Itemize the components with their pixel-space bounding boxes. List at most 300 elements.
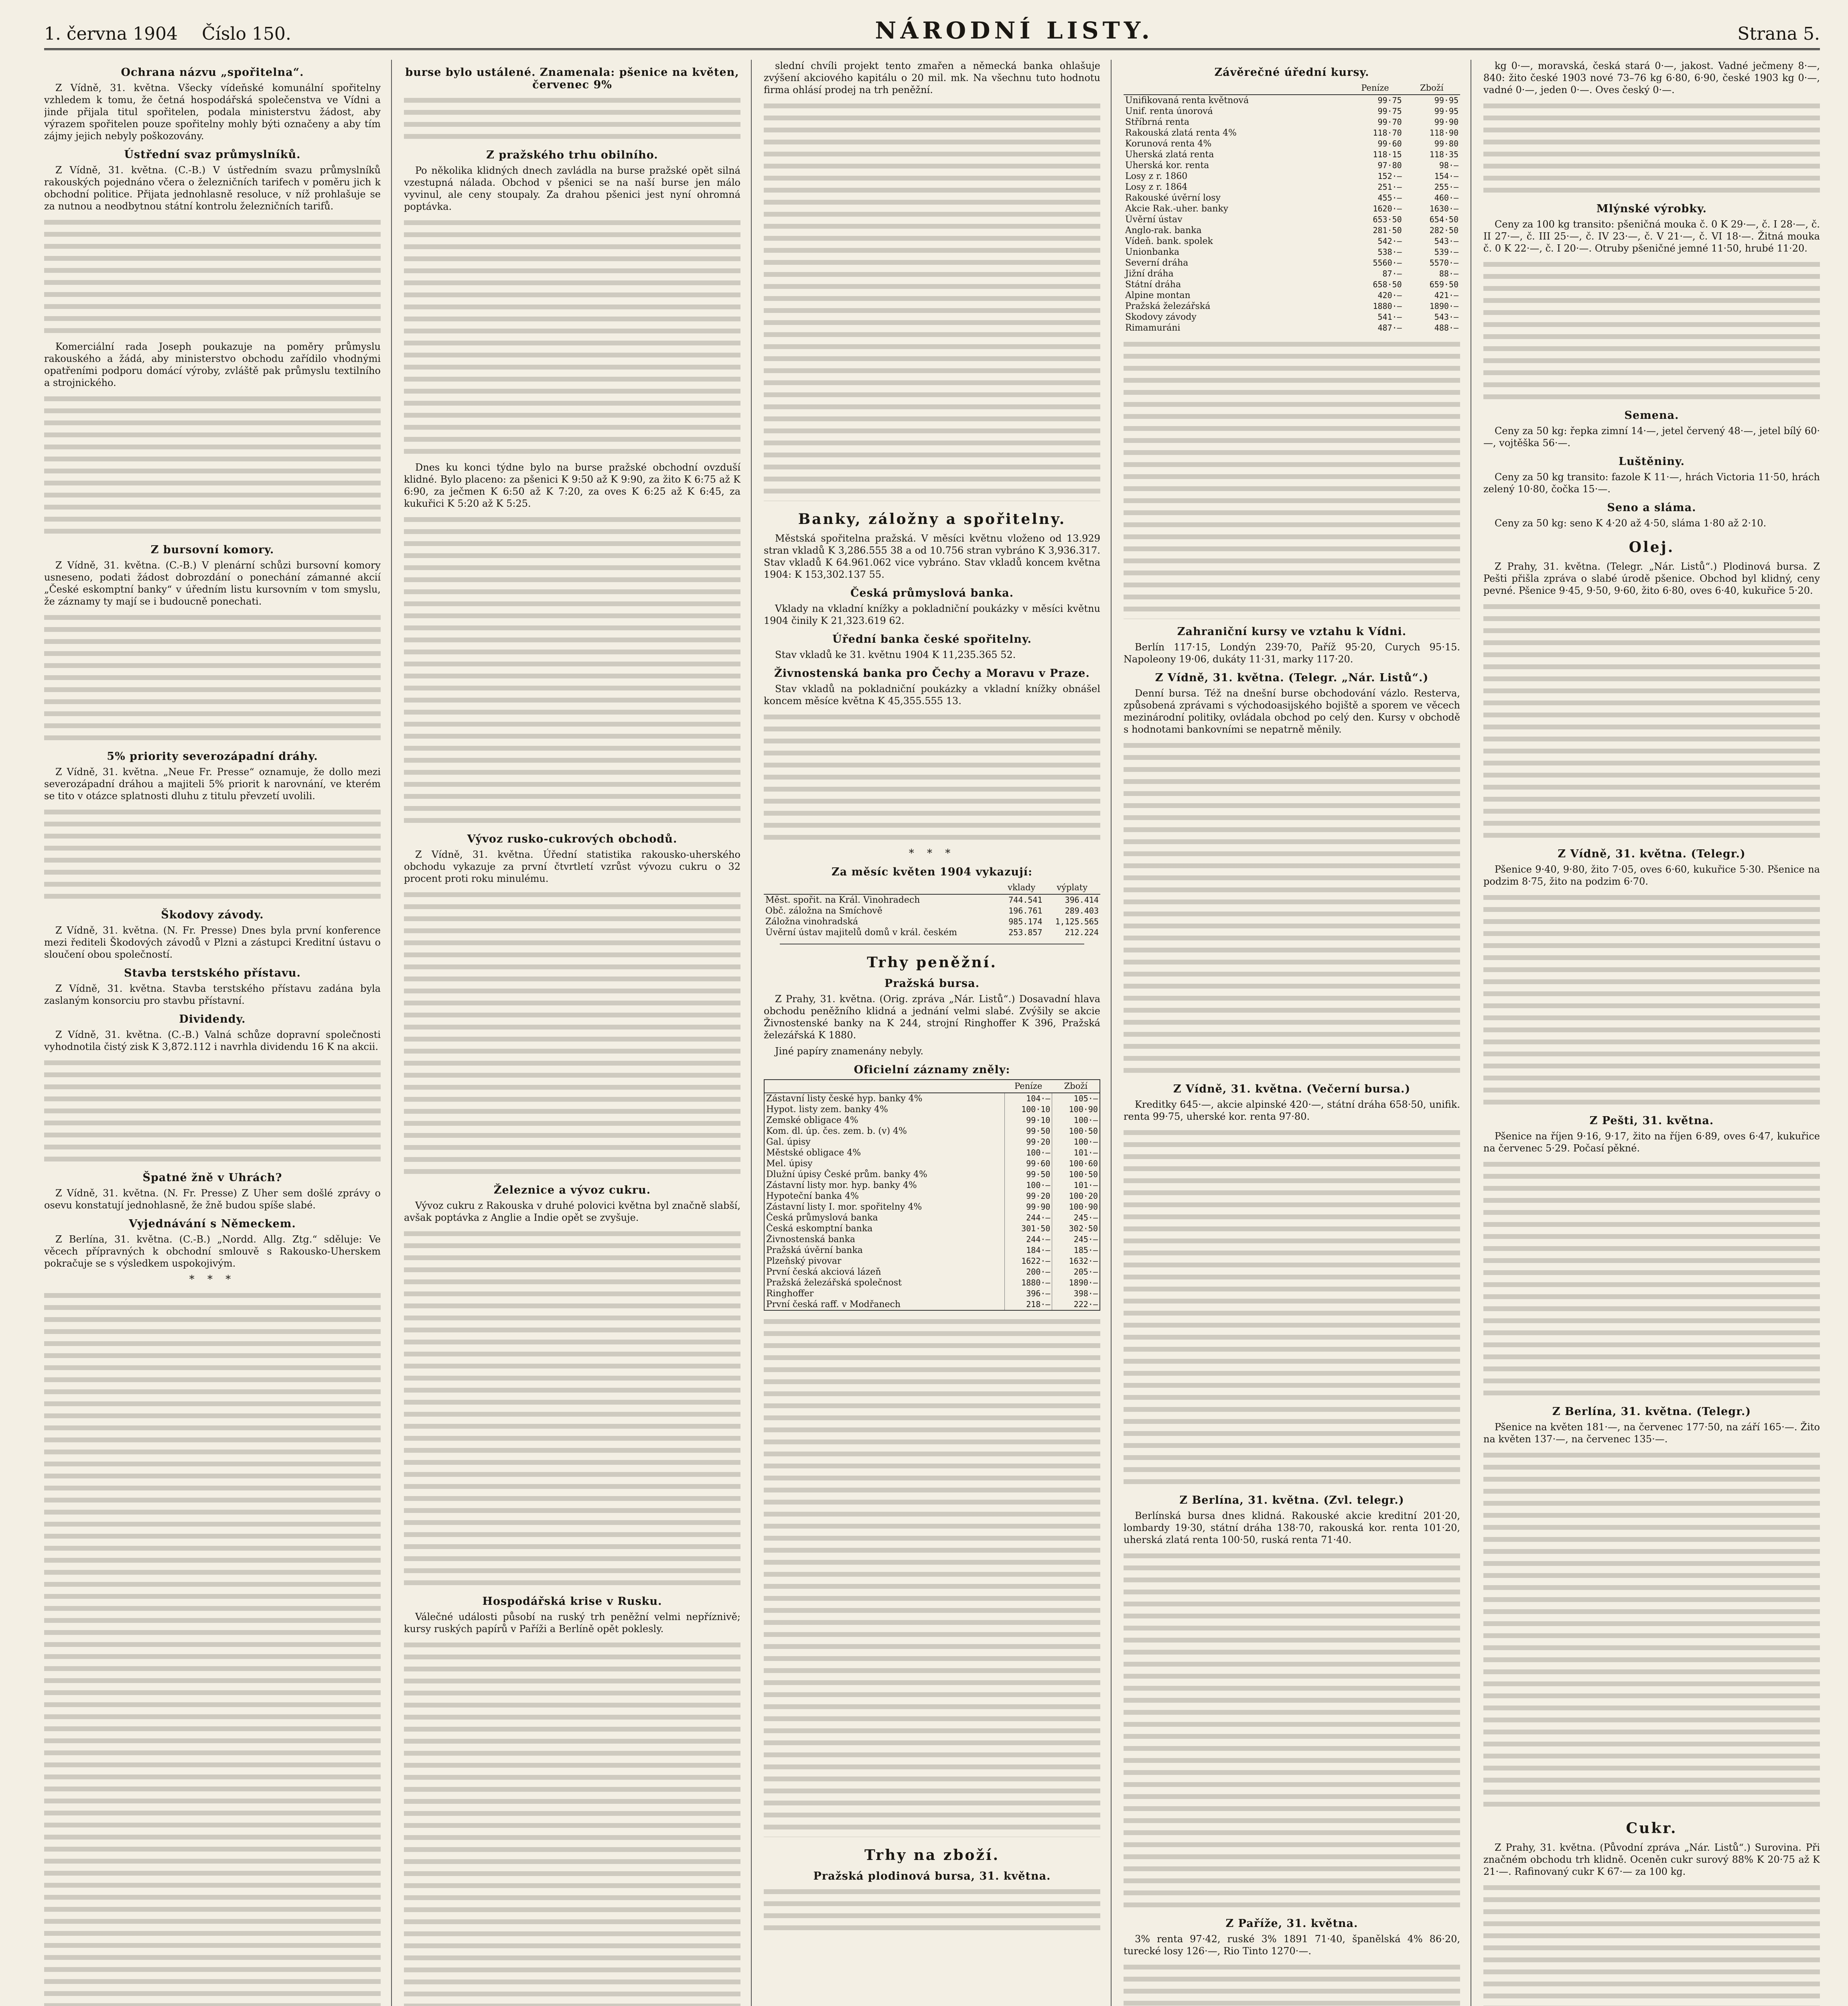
- row-value: 543·—: [1434, 236, 1459, 246]
- row-label: Rakouské úvěrní losy: [1125, 193, 1221, 203]
- row-label: Gal. úpisy: [764, 1137, 1004, 1147]
- row-value: 87·—: [1382, 269, 1402, 278]
- article-heading: Zahraniční kursy ve vztahu k Vídni.: [1177, 625, 1407, 638]
- row-label: Severní dráha: [1125, 258, 1189, 268]
- row-label: Mel. úpisy: [764, 1158, 1004, 1169]
- row-value: 212.224: [1065, 928, 1099, 937]
- article-heading: Pražská plodinová bursa, 31. května.: [813, 1870, 1051, 1882]
- article-text: Vývoz cukru z Rakouska v druhé polovici května byl značně slabší, avšak poptávka z Anglie a Indie opět se zvyšuje.: [404, 1200, 740, 1223]
- row-label: Unionbanka: [1125, 247, 1179, 257]
- section-heading: Trhy na zboží.: [864, 1847, 1000, 1864]
- section-heading: Banky, záložny a spořitelny.: [798, 511, 1066, 528]
- table-row: [1124, 279, 1460, 290]
- row-value: 301·50: [1004, 1223, 1052, 1234]
- row-value: 99·20: [1004, 1137, 1052, 1147]
- row-value: 543·—: [1434, 312, 1459, 322]
- table-header-cell: [764, 881, 999, 894]
- row-value: 1890·—: [1052, 1277, 1100, 1288]
- article-heading: Úřední banka české spořitelny.: [832, 633, 1032, 646]
- article-heading: Z pražského trhu obilního.: [486, 149, 658, 161]
- article-heading: Pražská bursa.: [884, 977, 980, 990]
- row-value: 99·75: [1377, 106, 1402, 116]
- row-label: Unif. renta únorová: [1125, 106, 1213, 116]
- article-heading: Mlýnské výrobky.: [1596, 203, 1707, 215]
- columns: [44, 60, 1820, 2006]
- row-value: 100·50: [1052, 1126, 1100, 1137]
- article-heading: Stavba terstského přístavu.: [124, 967, 301, 979]
- row-label: Alpine montan: [1125, 290, 1191, 300]
- text-block: [1483, 1449, 1820, 1810]
- row-value: 154·—: [1434, 171, 1459, 181]
- row-value: 205·—: [1052, 1267, 1100, 1277]
- row-value: 420·—: [1377, 290, 1402, 300]
- text-block: [1483, 1158, 1820, 1399]
- article-text: Stav vkladů ke 31. květnu 1904 K 11,235.365 52.: [775, 649, 1016, 660]
- row-value: 539·—: [1434, 247, 1459, 257]
- text-block: [1124, 1127, 1460, 1488]
- row-value: 99·95: [1434, 95, 1459, 105]
- article-text: Vklady na vkladní knížky a pokladniční poukázky v měsíci květnu 1904 činily K 21,323.619 62.: [764, 603, 1100, 626]
- table-header-cell: výplaty: [1044, 881, 1100, 894]
- row-value: 200·—: [1004, 1267, 1052, 1277]
- row-value: 1620·—: [1373, 204, 1402, 213]
- row-label: Městské obligace 4%: [764, 1147, 1004, 1158]
- article-text: Z Vídně, 31. května. (N. Fr. Presse) Dnes byla první konference mezi řediteli Škodových závodů v Plzni a zástupci Kreditní ústavu o sloučení obou společností.: [44, 925, 381, 960]
- column-1: [44, 60, 392, 2006]
- row-label: Česká průmyslová banka: [764, 1212, 1004, 1223]
- table-row: [1124, 149, 1460, 160]
- article-text: Denní bursa. Též na dnešní burse obchodování vázlo. Resterva, způsobená zprávami s východoasijského bojiště a sporem ve věcech mezinárodní politiky, ovládala obchod po celý den. Kursy v obchodě s hodnotami bankovními se nepatrně měnily.: [1124, 688, 1460, 735]
- row-label: Uherská zlatá renta: [1125, 150, 1214, 160]
- table-row: [764, 1277, 1100, 1288]
- text-block: [1124, 338, 1460, 619]
- article-text: 3% renta 97·42, ruské 3% 1891 71·40, španělská 4% 86·20, turecké losy 126·—, Rio Tinto 1270·—.: [1124, 1933, 1460, 1957]
- table-row: [1124, 160, 1460, 171]
- article-text: Z Prahy, 31. května. (Orig. zpráva „Nár. Listů“.) Dosavadní hlava obchodu peněžního klidná a jednání velmi slabé. Zvýšily se akcie Živnostenské banky na K 244, strojní Ringhoffer K 396, Pražská železářská K 1880.: [764, 993, 1100, 1041]
- article-heading: Z Berlína, 31. května. (Zvl. telegr.): [1179, 1494, 1404, 1507]
- row-value: 99·60: [1377, 139, 1402, 148]
- article-text: Pšenice na říjen 9·16, 9·17, žito na říjen 6·89, oves 6·47, kukuřice na červenec 5·29. Počasí pěkné.: [1483, 1131, 1820, 1154]
- row-label: První česká raff. v Modřanech: [764, 1299, 1004, 1310]
- row-label: Zástavní listy I. mor. spořitelny 4%: [764, 1202, 1004, 1212]
- table-row: [1124, 290, 1460, 301]
- row-value: 541·—: [1377, 312, 1402, 322]
- row-value: 88·—: [1439, 269, 1459, 278]
- table-row: [764, 1245, 1100, 1256]
- table-row: [1124, 138, 1460, 149]
- row-value: 281·50: [1373, 225, 1402, 235]
- text-block: [764, 1886, 1100, 1934]
- table-title: Za měsíc květen 1904 vykazují:: [832, 866, 1033, 878]
- row-value: 99·20: [1004, 1191, 1052, 1202]
- article-heading: Z Vídně, 31. května. (Večerní bursa.): [1173, 1083, 1411, 1095]
- row-value: 100·90: [1052, 1202, 1100, 1212]
- table-row: [764, 916, 1100, 927]
- row-label: Korunová renta 4%: [1125, 139, 1212, 149]
- row-label: Úvěrní ústav: [1125, 215, 1183, 225]
- table-row: [1124, 236, 1460, 247]
- row-value: 1622·—: [1004, 1256, 1052, 1267]
- article-text: Z Vídně, 31. května. (C.-B.) Valná schůze dopravní společnosti vyhodnotila čistý zisk K 3,872.112 i navrhla dividendu 16 K na akcii.: [44, 1029, 381, 1052]
- table-row: [1124, 268, 1460, 279]
- row-value: 744.541: [1008, 895, 1043, 905]
- table-row: [764, 1169, 1100, 1180]
- text-block: [1124, 739, 1460, 1076]
- article-text: Pšenice na květen 181·—, na červenec 177·50, na září 165·—. Žito na květen 137·—, na červenec 135·—.: [1483, 1421, 1820, 1445]
- row-label: Státní dráha: [1125, 280, 1181, 290]
- row-label: Unifikovaná renta květnová: [1125, 95, 1249, 106]
- row-value: 118·35: [1429, 150, 1459, 159]
- row-value: 100·90: [1052, 1104, 1100, 1115]
- table-row: [1124, 258, 1460, 268]
- table-header-cell: Peníze: [1347, 82, 1403, 95]
- row-label: Zemské obligace 4%: [764, 1115, 1004, 1126]
- row-label: Měst. spořit. na Král. Vinohradech: [765, 895, 920, 905]
- row-value: 100·—: [1052, 1115, 1100, 1126]
- row-label: Zástavní listy mor. hyp. banky 4%: [764, 1180, 1004, 1191]
- row-value: 99·90: [1434, 117, 1459, 127]
- row-label: Živnostenská banka: [764, 1234, 1004, 1245]
- table-row: [764, 1093, 1100, 1104]
- row-label: Plzeňský pivovar: [764, 1256, 1004, 1267]
- text-block: [1483, 601, 1820, 841]
- row-label: Losy z r. 1864: [1125, 182, 1188, 192]
- table-header-cell: Zboží: [1052, 1080, 1100, 1093]
- article-heading: Luštěniny.: [1619, 455, 1685, 468]
- table-row: [764, 1158, 1100, 1169]
- row-value: 282·50: [1429, 225, 1459, 235]
- row-label: Dlužní úpisy České prům. banky 4%: [764, 1169, 1004, 1180]
- text-block: [764, 1316, 1100, 1837]
- text-block: [404, 514, 740, 826]
- row-value: 455·—: [1377, 193, 1402, 203]
- table-row: [1124, 117, 1460, 128]
- row-label: Pražská železářská: [1125, 301, 1211, 311]
- separator-stars: * * *: [189, 1273, 236, 1285]
- row-label: Anglo-rak. banka: [1125, 225, 1202, 236]
- row-value: 245·—: [1052, 1234, 1100, 1245]
- row-value: 152·—: [1377, 171, 1402, 181]
- row-value: 658·50: [1373, 280, 1402, 289]
- row-value: 185·—: [1052, 1245, 1100, 1256]
- table-row: [1124, 301, 1460, 312]
- article-text: kg 0·—, moravská, česká stará 0·—, jakost. Vadné ječmeny 8·—, 840: žito české 1903 nové 73–76 kg 6·80, 6·90, české 1903 kg 0·—, vadné 0·—, jeden 0·—. Oves český 0·—.: [1483, 60, 1820, 95]
- article-text: Berlínská bursa dnes klidná. Rakouské akcie kreditní 201·20, lombardy 19·30, státní dráha 138·70, rakouská kor. renta 101·20, uherská zlatá renta 100·50, ruská renta 71·40.: [1124, 1510, 1460, 1545]
- row-label: Jižní dráha: [1125, 269, 1174, 279]
- issue-number: Číslo 150.: [202, 24, 291, 44]
- article-text: Z Vídně, 31. května. Všecky vídeňské komunální spořitelny vzhledem k tomu, že četná hospodářská společenstva ve Vídni a jinde přijala titul spořitelen, podala ministerstvu žádost, aby výrazem spořitelen pouze spořitelny mohly býti označeny a aby tím zájmy jejich nebyly poškozovány.: [44, 82, 381, 142]
- article-text: Jiné papíry znamenány nebyly.: [775, 1046, 923, 1057]
- article-heading: Z Pešti, 31. května.: [1589, 1115, 1714, 1127]
- table-row: [1124, 106, 1460, 117]
- row-value: 100·—: [1052, 1137, 1100, 1147]
- article-text: slední chvíli projekt tento zmařen a německá banka ohlašuje zvýšení akciového kapitálu o 20 mil. mk. Na všechnu tuto hodnotu firma ohlásí prodej na trh peněžní.: [764, 60, 1100, 95]
- row-value: 99·10: [1004, 1115, 1052, 1126]
- article-text: Dnes ku konci týdne bylo na burse pražské obchodní ovzduší klidné. Bylo placeno: za pšenici K 9:50 až K 9:90, za žito K 6:75 až K 6:90, za ječmen K 6:50 až K 7:20, za oves K 6:25 až K 6:45, za kukuřici K 5:20 až K 5:25.: [404, 462, 740, 509]
- row-label: Hypoteční banka 4%: [764, 1191, 1004, 1202]
- row-label: Stříbrná renta: [1125, 117, 1190, 127]
- row-label: Úvěrní ústav majitelů domů v král. českém: [765, 928, 957, 938]
- row-value: 396·—: [1004, 1288, 1052, 1299]
- article-heading: Špatné žně v Uhrách?: [142, 1172, 282, 1184]
- row-value: 659·50: [1429, 280, 1459, 289]
- table-row: [1124, 214, 1460, 225]
- row-value: 97·80: [1377, 160, 1402, 170]
- table-title: Oficielní záznamy zněly:: [854, 1064, 1010, 1076]
- article-heading: Živnostenská banka pro Čechy a Moravu v Praze.: [774, 667, 1090, 680]
- article-heading: Semena.: [1624, 409, 1679, 422]
- row-value: 101·—: [1052, 1180, 1100, 1191]
- text-block: [1483, 891, 1820, 1108]
- page-number: Strana 5.: [1737, 24, 1820, 44]
- article-heading: Závěrečné úřední kursy.: [1214, 66, 1369, 79]
- row-value: 255·—: [1434, 182, 1459, 192]
- section-heading: Olej.: [1629, 539, 1675, 556]
- masthead-left: [44, 24, 291, 44]
- table-row: [1124, 203, 1460, 214]
- article-text: Po několika klidných dnech zavládla na burse pražské opět silná vzestupná nálada. Obchod v pšenici se na naší burse jen málo vyvinul, ale ceny stoupaly. Za drahou pšenici jest nyní ohromná poptávka.: [404, 165, 740, 212]
- row-value: 1880·—: [1004, 1277, 1052, 1288]
- column-3: [764, 60, 1112, 2006]
- row-value: 100·—: [1004, 1180, 1052, 1191]
- article-heading: Škodovy závody.: [161, 909, 264, 921]
- table-row: [764, 1191, 1100, 1202]
- row-label: Uherská kor. renta: [1125, 160, 1209, 171]
- section-heading: Cukr.: [1626, 1820, 1678, 1837]
- table-row: [764, 1256, 1100, 1267]
- article-heading: Ústřední svaz průmyslníků.: [124, 148, 301, 161]
- row-value: 105·—: [1052, 1093, 1100, 1104]
- row-value: 1,125.565: [1055, 917, 1099, 926]
- column-5: [1483, 60, 1820, 2006]
- article-heading: Železnice a vývoz cukru.: [493, 1184, 651, 1196]
- article-text: Z Vídně, 31. května. Úřední statistika rakousko-uherského obchodu vykazuje za první čtvrtletí vzrůst vývozu cukru o 32 procent proti roku minulému.: [404, 849, 740, 884]
- row-label: Rimamuráni: [1125, 323, 1181, 333]
- table-header-cell: vklady: [999, 881, 1044, 894]
- row-value: 1890·—: [1429, 301, 1459, 311]
- table-row: [764, 1202, 1100, 1212]
- text-block: [44, 611, 381, 744]
- text-block: [44, 393, 381, 537]
- issue-date: 1. června 1904: [44, 24, 178, 44]
- row-value: 244·—: [1004, 1212, 1052, 1223]
- row-label: Hypot. listy zem. banky 4%: [764, 1104, 1004, 1115]
- table-row: [1124, 312, 1460, 323]
- row-label: Kom. dl. úp. čes. zem. b. (v) 4%: [764, 1126, 1004, 1137]
- row-label: Pražská úvěrní banka: [764, 1245, 1004, 1256]
- table-row: [1124, 323, 1460, 333]
- article-heading: Vyjednávání s Německem.: [129, 1218, 296, 1230]
- table-row: [764, 894, 1100, 906]
- row-value: 487·—: [1377, 323, 1402, 333]
- row-label: Záložna vinohradská: [765, 917, 858, 927]
- row-label: Rakouská zlatá renta 4%: [1125, 128, 1237, 138]
- row-value: 99·80: [1434, 139, 1459, 148]
- text-block: [404, 1228, 740, 1589]
- row-value: 5570·—: [1429, 258, 1459, 268]
- text-block: [44, 1057, 381, 1165]
- table-header-cell: [764, 1080, 1004, 1093]
- row-label: Zástavní listy české hyp. banky 4%: [764, 1093, 1004, 1104]
- article-text: Z Prahy, 31. května. (Telegr. „Nár. Listů“.) Plodinová bursa. Z Pešti přišla zpráva o slabé úrodě pšenice. Obchod byl klidný, ceny pevné. Pšenice 9·45, 9·50, 9·60, žito 6·80, oves 6·40, kukuřice 5·20.: [1483, 561, 1820, 596]
- article-text: Z Vídně, 31. května. (N. Fr. Presse) Z Uher sem došlé zprávy o osevu konstatují jednohlasně, že žně budou spíše slabé.: [44, 1188, 381, 1211]
- row-label: První česká akciová lázeň: [764, 1267, 1004, 1277]
- table-row: [1124, 171, 1460, 182]
- table-row: [764, 1104, 1100, 1115]
- row-value: 1880·—: [1373, 301, 1402, 311]
- row-label: Pražská železářská společnost: [764, 1277, 1004, 1288]
- article-text: Městská spořitelna pražská. V měsíci květnu vloženo od 13.929 stran vkladů K 3,286.555 38 a od 10.756 stran vybráno K 3,936.317. Stav vkladů K 64.961.062 vice vybráno. Stav vkladů koncem května 1904: K 153,302.137 55.: [764, 533, 1100, 580]
- article-heading: Z Vídně, 31. května. (Telegr.): [1558, 848, 1746, 860]
- row-value: 218·—: [1004, 1299, 1052, 1310]
- vienna-quotes-table: [1124, 82, 1460, 333]
- article-heading: Z Berlína, 31. května. (Telegr.): [1552, 1405, 1751, 1418]
- newspaper-title: NÁRODNÍ LISTY.: [875, 17, 1154, 44]
- row-value: 104·—: [1004, 1093, 1052, 1104]
- table-row: [764, 927, 1100, 938]
- table-row: [1124, 193, 1460, 203]
- row-value: 196.761: [1008, 906, 1043, 916]
- row-value: 251·—: [1377, 182, 1402, 192]
- article-text: Válečné události působí na ruský trh peněžní velmi nepříznivě; kursy ruských papírů v Paříži a Berlíně opět poklesly.: [404, 1611, 740, 1634]
- article-heading: Hospodářská krise v Rusku.: [482, 1595, 662, 1608]
- article-heading: Z Paříže, 31. května.: [1225, 1917, 1358, 1930]
- article-text: Z Berlína, 31. května. (C.-B.) „Nordd. Allg. Ztg.“ sděluje: Ve věcech přípravných k obchodní smlouvě s Rakousko-Uherskem pokračuje se s výsledkem uspokojivým.: [44, 1234, 381, 1269]
- row-value: 99·50: [1004, 1126, 1052, 1137]
- table-row: [764, 1288, 1100, 1299]
- row-value: 1630·—: [1429, 204, 1459, 213]
- article-text: Ceny za 50 kg: seno K 4·20 až 4·50, sláma 1·80 až 2·10.: [1495, 518, 1767, 529]
- article-text: Kreditky 645·—, akcie alpinské 420·—, státní dráha 658·50, unifik. renta 99·75, uherské kor. renta 97·80.: [1124, 1099, 1460, 1122]
- article-heading: Vývoz rusko-cukrových obchodů.: [467, 833, 678, 845]
- row-value: 98·—: [1439, 160, 1459, 170]
- row-value: 100·—: [1004, 1147, 1052, 1158]
- row-value: 302·50: [1052, 1223, 1100, 1234]
- article-heading: Z bursovní komory.: [150, 544, 274, 556]
- article-heading: Dividendy.: [179, 1013, 246, 1025]
- table-row: [764, 1212, 1100, 1223]
- article-heading: Seno a sláma.: [1607, 502, 1696, 514]
- row-value: 1632·—: [1052, 1256, 1100, 1267]
- text-block: [404, 94, 740, 142]
- deposits-table: [764, 881, 1100, 938]
- row-value: 100·10: [1004, 1104, 1052, 1115]
- article-text: Z Vídně, 31. května. (C.-B.) V plenární schůzi bursovní komory usneseno, podati žádost dobrozdání o ponechání zámanné akcií „České eskomptní banky“ v úředním listu kursovním v tom smyslu, že záznamy ty mají se i budoucně ponechati.: [44, 560, 381, 607]
- text-block: [44, 806, 381, 902]
- table-row: [764, 906, 1100, 916]
- table-row: [764, 1299, 1100, 1310]
- row-value: 100·60: [1052, 1158, 1100, 1169]
- row-value: 244·—: [1004, 1234, 1052, 1245]
- article-text: Z Vídně, 31. května. Stavba terstského přístavu zadána byla zaslaným konsorciu pro stavbu přístavní.: [44, 983, 381, 1006]
- text-block: [44, 216, 381, 337]
- text-block: [404, 217, 740, 457]
- table-row: [1124, 128, 1460, 138]
- row-value: 99·60: [1004, 1158, 1052, 1169]
- row-value: 99·50: [1004, 1169, 1052, 1180]
- article-text: Z Prahy, 31. května. (Původní zpráva „Nár. Listů“.) Surovina. Při značném obchodu trh klidně. Oceněn cukr surový 88% K 20·75 až K 21·—. Rafinovaný cukr K 67·— za 100 kg.: [1483, 1842, 1820, 1877]
- row-value: 184·—: [1004, 1245, 1052, 1256]
- table-row: [1124, 95, 1460, 106]
- article-heading: Ochrana názvu „spořitelna“.: [121, 66, 304, 79]
- row-label: Skodovy závody: [1125, 312, 1197, 322]
- text-block: [1483, 1882, 1820, 2006]
- row-value: 118·90: [1429, 128, 1459, 138]
- row-value: 101·—: [1052, 1147, 1100, 1158]
- article-text: Ceny za 100 kg transito: pšeničná mouka č. 0 K 29·—, č. I 28·—, č. II 27·—, č. III 25·—, č. IV 23·—, č. V 21·—, č. VI 18·—. Žitná mouka č. 0 K 22·—, č. I 20·—. Otruby pšeničné jemné 11·50, hrubé 11·20.: [1483, 219, 1820, 254]
- row-label: Losy z r. 1860: [1125, 171, 1188, 181]
- row-label: Ringhoffer: [764, 1288, 1004, 1299]
- table-row: [764, 1147, 1100, 1158]
- row-value: 488·—: [1434, 323, 1459, 333]
- row-label: Česká eskomptní banka: [764, 1223, 1004, 1234]
- row-value: 289.403: [1065, 906, 1099, 916]
- row-label: Obč. záložna na Smíchově: [765, 906, 882, 916]
- separator-stars: * * *: [909, 847, 955, 859]
- column-2: [404, 60, 752, 2006]
- article-text: Pšenice 9·40, 9·80, žito 7·05, oves 6·60, kukuřice 5·30. Pšenice na podzim 8·75, žito na podzim 6·70.: [1483, 864, 1820, 887]
- text-block: [1483, 258, 1820, 403]
- article-heading: 5% priority severozápadní dráhy.: [107, 750, 318, 763]
- official-quotes-table: [764, 1079, 1100, 1311]
- row-value: 253.857: [1008, 928, 1043, 937]
- table-row: [764, 1126, 1100, 1137]
- article-heading: Z Vídně, 31. května. (Telegr. „Nár. Listů“.): [1155, 672, 1429, 684]
- column-4: [1124, 60, 1471, 2006]
- article-text: Stav vkladů na pokladniční poukázky a vkladní knížky obnášel koncem měsíce května K 45,355.555 13.: [764, 683, 1100, 707]
- table-row: [764, 1267, 1100, 1277]
- table-row: [1124, 247, 1460, 258]
- row-value: 99·95: [1434, 106, 1459, 116]
- table-header-cell: Zboží: [1404, 82, 1460, 95]
- article-text: Berlín 117·15, Londýn 239·70, Paříž 95·20, Curych 95·15. Napoleony 19·06, dukáty 11·31, marky 117·20.: [1124, 642, 1460, 665]
- text-block: [1483, 100, 1820, 196]
- row-value: 985.174: [1008, 917, 1043, 926]
- row-value: 99·90: [1004, 1202, 1052, 1212]
- text-block: [1124, 1550, 1460, 1911]
- table-header-cell: Peníze: [1004, 1080, 1052, 1093]
- text-block: [44, 1289, 381, 2006]
- text-block: [764, 100, 1100, 501]
- row-value: 538·—: [1377, 247, 1402, 257]
- row-value: 245·—: [1052, 1212, 1100, 1223]
- row-value: 118·70: [1373, 128, 1402, 138]
- table-row: [764, 1223, 1100, 1234]
- row-value: 653·50: [1373, 215, 1402, 224]
- section-heading: Trhy peněžní.: [867, 954, 997, 971]
- row-value: 654·50: [1429, 215, 1459, 224]
- row-value: 398·—: [1052, 1288, 1100, 1299]
- text-block: [404, 1639, 740, 2006]
- article-heading: Česká průmyslová banka.: [850, 587, 1014, 599]
- article-heading: burse bylo ustálené. Znamenala: pšenice na květen, červenec 9%: [405, 66, 739, 91]
- text-block: [404, 889, 740, 1178]
- table-row: [764, 1234, 1100, 1245]
- row-value: 99·75: [1377, 95, 1402, 105]
- text-block: [764, 711, 1100, 843]
- article-text: Z Vídně, 31. května. „Neue Fr. Presse“ oznamuje, že dollo mezi severozápadní dráhou a majiteli 5% priorit k narovnání, ve kterém se tito v otázce splatnosti dluhu z titulu převzetí uvolili.: [44, 766, 381, 802]
- article-text: Komerciální rada Joseph poukazuje na poměry průmyslu rakouského a žádá, aby ministerstvo obchodu zařídilo vhodnými opatřeními podporu domácí výroby, zvláště pak průmyslu textilního a strojnického.: [44, 341, 381, 388]
- table-row: [764, 1115, 1100, 1126]
- row-value: 118·15: [1373, 150, 1402, 159]
- row-value: 5560·—: [1373, 258, 1402, 268]
- table-row: [1124, 182, 1460, 193]
- row-value: 396.414: [1065, 895, 1099, 905]
- article-text: Ceny za 50 kg transito: fazole K 11·—, hrách Victoria 11·50, hrách zelený 10·80, čočka 15·—.: [1483, 471, 1820, 495]
- table-row: [764, 1180, 1100, 1191]
- row-value: 421·—: [1434, 290, 1459, 300]
- row-value: 222·—: [1052, 1299, 1100, 1310]
